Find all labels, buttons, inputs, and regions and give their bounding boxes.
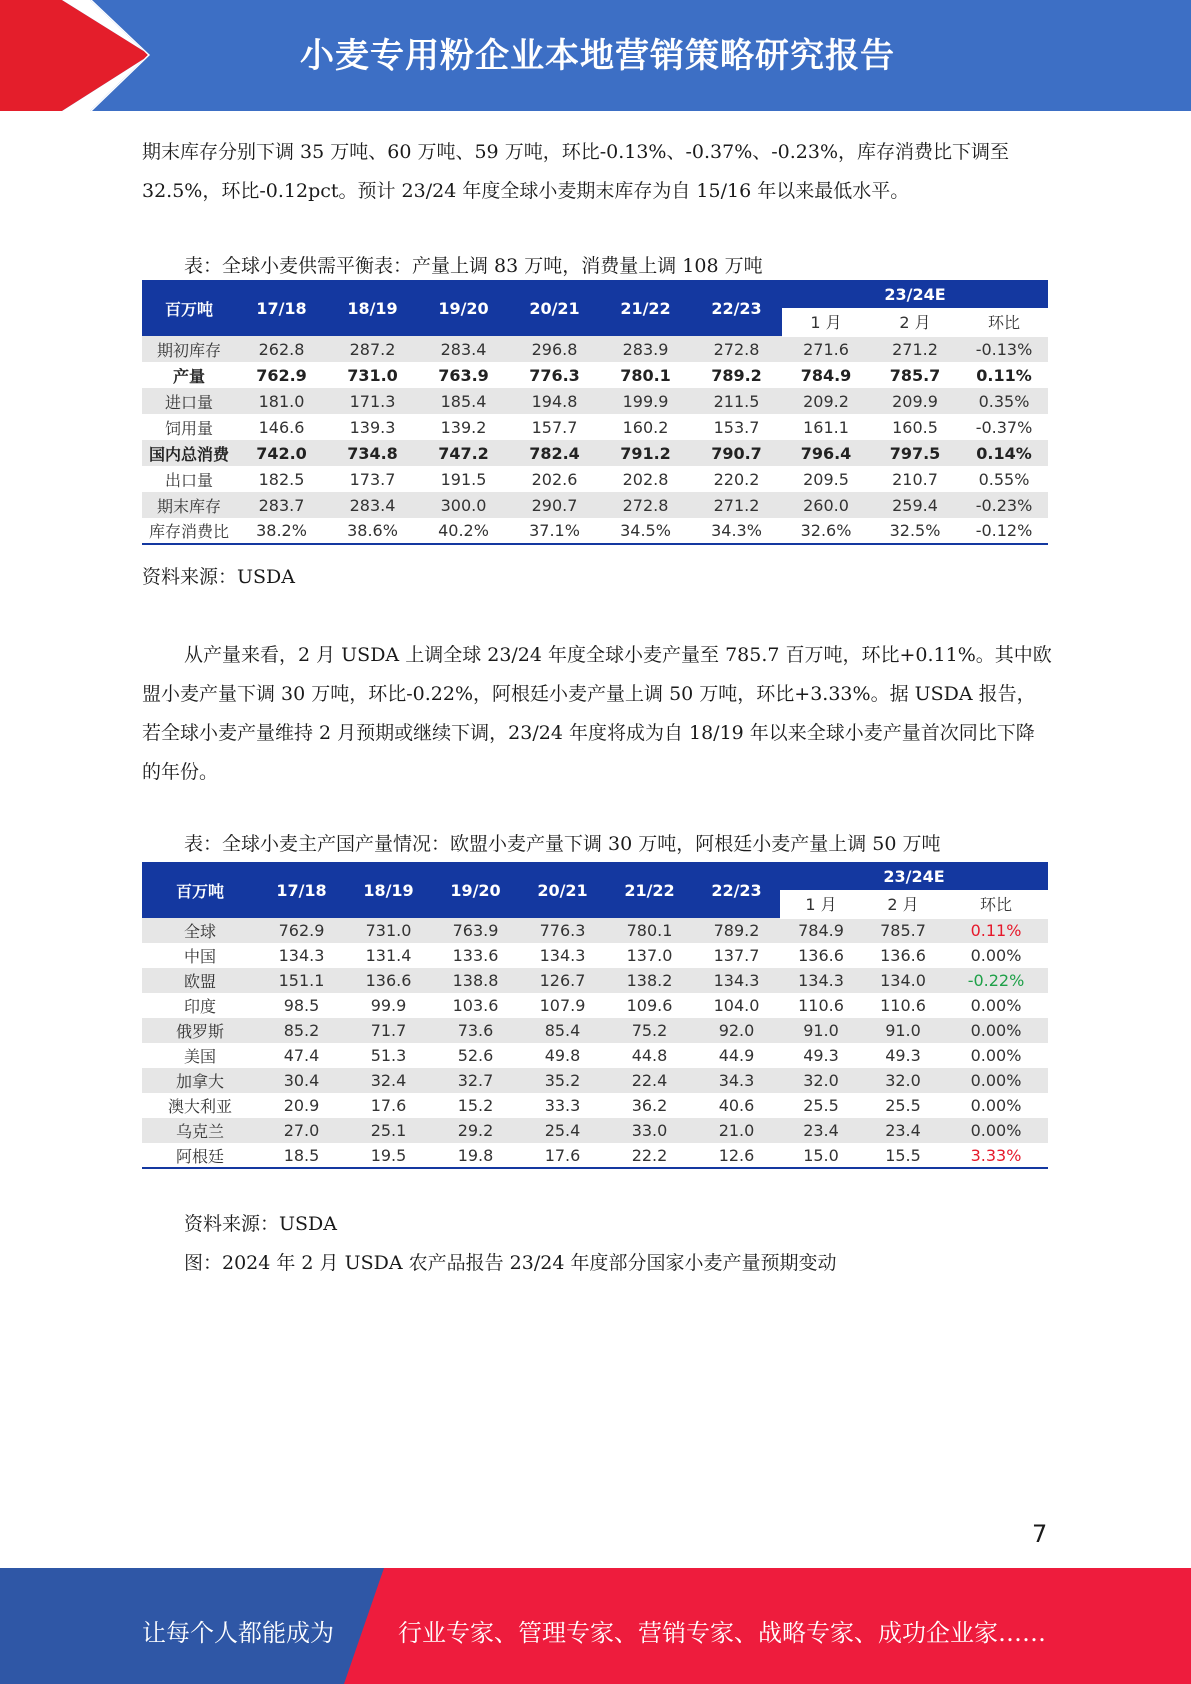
table1-header-year: 18/19 — [327, 280, 418, 336]
table-cell: 37.1% — [509, 518, 600, 544]
table-cell: 185.4 — [418, 388, 509, 414]
table-row — [142, 1068, 1048, 1093]
table-row — [142, 918, 1048, 943]
table-cell: 171.3 — [327, 388, 418, 414]
table-cell: 271.2 — [691, 492, 782, 518]
table2-header-year: 19/20 — [432, 862, 519, 918]
table-cell: 209.9 — [870, 388, 960, 414]
table-cell: 157.7 — [509, 414, 600, 440]
table1-subheader-jan: 1 月 — [782, 308, 870, 336]
table-cell: 763.9 — [418, 362, 509, 388]
table-cell: 146.6 — [236, 414, 327, 440]
table-cell: 15.2 — [432, 1093, 519, 1118]
table-cell: 34.5% — [600, 518, 691, 544]
table-cell: 34.3 — [693, 1068, 780, 1093]
row-label: 乌克兰 — [142, 1118, 258, 1143]
table-cell: 25.5 — [780, 1093, 862, 1118]
table-cell: 762.9 — [258, 918, 345, 943]
table-cell: 109.6 — [606, 993, 693, 1018]
table-cell: 49.3 — [862, 1043, 944, 1068]
table-cell: 136.6 — [862, 943, 944, 968]
table2-header-forecast: 23/24E — [780, 862, 1048, 890]
table-cell: 290.7 — [509, 492, 600, 518]
table-cell: 780.1 — [606, 918, 693, 943]
table-cell: 797.5 — [870, 440, 960, 466]
table2-header-year: 20/21 — [519, 862, 606, 918]
table-cell: 133.6 — [432, 943, 519, 968]
row-label: 出口量 — [142, 466, 236, 492]
table-cell: 194.8 — [509, 388, 600, 414]
table-cell: 30.4 — [258, 1068, 345, 1093]
table-cell: 134.3 — [780, 968, 862, 993]
table-cell: 272.8 — [600, 492, 691, 518]
table-row — [142, 1043, 1048, 1068]
table-cell: 91.0 — [780, 1018, 862, 1043]
table-cell: 134.3 — [693, 968, 780, 993]
row-label: 国内总消费 — [142, 440, 236, 466]
table-cell: 742.0 — [236, 440, 327, 466]
table2-caption: 表：全球小麦主产国产量情况：欧盟小麦产量下调 30 万吨，阿根廷小麦产量上调 50 万吨 — [184, 833, 941, 855]
table-cell: 23.4 — [862, 1118, 944, 1143]
table2-subheader-mom: 环比 — [944, 890, 1048, 918]
table-row — [142, 1143, 1048, 1168]
table-cell: 20.9 — [258, 1093, 345, 1118]
table2-body — [142, 918, 1048, 1168]
table1-body — [142, 336, 1048, 544]
table-cell: 91.0 — [862, 1018, 944, 1043]
table-cell: 19.8 — [432, 1143, 519, 1168]
row-label: 加拿大 — [142, 1068, 258, 1093]
table-cell: 44.9 — [693, 1043, 780, 1068]
table-cell: 0.11% — [944, 918, 1048, 943]
row-label: 饲用量 — [142, 414, 236, 440]
table-cell: 29.2 — [432, 1118, 519, 1143]
table-cell: 22.2 — [606, 1143, 693, 1168]
table-cell: 139.3 — [327, 414, 418, 440]
table-cell: 202.6 — [509, 466, 600, 492]
table-cell: 134.3 — [519, 943, 606, 968]
table-cell: 782.4 — [509, 440, 600, 466]
table-cell: 784.9 — [780, 918, 862, 943]
table-cell: -0.22% — [944, 968, 1048, 993]
table-cell: 25.4 — [519, 1118, 606, 1143]
row-label: 印度 — [142, 993, 258, 1018]
table-cell: 283.4 — [327, 492, 418, 518]
table-cell: 785.7 — [862, 918, 944, 943]
table-cell: 271.2 — [870, 336, 960, 362]
table-cell: -0.12% — [960, 518, 1048, 544]
table-cell: 776.3 — [519, 918, 606, 943]
table-cell: 272.8 — [691, 336, 782, 362]
table-cell: 300.0 — [418, 492, 509, 518]
table-cell: 17.6 — [345, 1093, 432, 1118]
table1-subheader-mom: 环比 — [960, 308, 1048, 336]
table-cell: 38.6% — [327, 518, 418, 544]
table-row — [142, 1118, 1048, 1143]
table-cell: 23.4 — [780, 1118, 862, 1143]
table-cell: 210.7 — [870, 466, 960, 492]
table2-subheader-jan: 1 月 — [780, 890, 862, 918]
table-cell: 34.3% — [691, 518, 782, 544]
table-cell: 287.2 — [327, 336, 418, 362]
table-cell: 40.6 — [693, 1093, 780, 1118]
table1-header-year: 19/20 — [418, 280, 509, 336]
table-cell: 784.9 — [782, 362, 870, 388]
row-label: 澳大利亚 — [142, 1093, 258, 1118]
table-cell: 160.5 — [870, 414, 960, 440]
table1-subheader-feb: 2 月 — [870, 308, 960, 336]
table-cell: 51.3 — [345, 1043, 432, 1068]
page-header — [0, 0, 1191, 111]
table-row — [142, 440, 1048, 466]
table-cell: 3.33% — [944, 1143, 1048, 1168]
table-cell: 18.5 — [258, 1143, 345, 1168]
table-cell: 35.2 — [519, 1068, 606, 1093]
row-label: 期初库存 — [142, 336, 236, 362]
footer-slogan-right: 行业专家、管理专家、营销专家、战略专家、成功企业家…… — [398, 1619, 1046, 1647]
table-cell: 32.0 — [862, 1068, 944, 1093]
table-cell: 796.4 — [782, 440, 870, 466]
table1-header-year: 20/21 — [509, 280, 600, 336]
table-cell: 283.4 — [418, 336, 509, 362]
table-cell: 44.8 — [606, 1043, 693, 1068]
table-cell: 0.00% — [944, 943, 1048, 968]
table-cell: 0.14% — [960, 440, 1048, 466]
supply-demand-table — [142, 280, 1048, 545]
page-number: 7 — [1032, 1520, 1048, 1548]
table-cell: 137.0 — [606, 943, 693, 968]
table-row — [142, 388, 1048, 414]
table-cell: 49.8 — [519, 1043, 606, 1068]
table-cell: 12.6 — [693, 1143, 780, 1168]
table-cell: 38.2% — [236, 518, 327, 544]
table-cell: 47.4 — [258, 1043, 345, 1068]
table-cell: 151.1 — [258, 968, 345, 993]
table-row — [142, 492, 1048, 518]
table-cell: 98.5 — [258, 993, 345, 1018]
table-cell: 22.4 — [606, 1068, 693, 1093]
table-cell: 0.11% — [960, 362, 1048, 388]
table-cell: 747.2 — [418, 440, 509, 466]
table-cell: 173.7 — [327, 466, 418, 492]
table-row — [142, 336, 1048, 362]
table-cell: 734.8 — [327, 440, 418, 466]
table-cell: 283.7 — [236, 492, 327, 518]
table-cell: 762.9 — [236, 362, 327, 388]
table1-header-year: 22/23 — [691, 280, 782, 336]
table2-header-year: 22/23 — [693, 862, 780, 918]
table-cell: 789.2 — [693, 918, 780, 943]
table-cell: 32.4 — [345, 1068, 432, 1093]
table-cell: 32.7 — [432, 1068, 519, 1093]
table-cell: 211.5 — [691, 388, 782, 414]
table-cell: 731.0 — [327, 362, 418, 388]
table-cell: 0.55% — [960, 466, 1048, 492]
table-cell: 85.2 — [258, 1018, 345, 1043]
table-cell: 134.0 — [862, 968, 944, 993]
table-cell: 0.00% — [944, 1068, 1048, 1093]
table-cell: 136.6 — [345, 968, 432, 993]
table-cell: 0.00% — [944, 1043, 1048, 1068]
table-cell: 25.5 — [862, 1093, 944, 1118]
table-cell: 296.8 — [509, 336, 600, 362]
table-row — [142, 466, 1048, 492]
table-row — [142, 968, 1048, 993]
table-cell: 790.7 — [691, 440, 782, 466]
table-cell: 789.2 — [691, 362, 782, 388]
table-cell: 134.3 — [258, 943, 345, 968]
table-cell: 791.2 — [600, 440, 691, 466]
table-cell: 110.6 — [862, 993, 944, 1018]
table-row — [142, 362, 1048, 388]
table1-header-year: 21/22 — [600, 280, 691, 336]
table-cell: 75.2 — [606, 1018, 693, 1043]
table1-source: 资料来源：USDA — [142, 566, 295, 588]
table-cell: 33.0 — [606, 1118, 693, 1143]
page-title: 小麦专用粉企业本地营销策略研究报告 — [300, 36, 895, 76]
table-cell: 136.6 — [780, 943, 862, 968]
table-cell: 271.6 — [782, 336, 870, 362]
table-cell: 191.5 — [418, 466, 509, 492]
table-cell: 27.0 — [258, 1118, 345, 1143]
table-cell: 181.0 — [236, 388, 327, 414]
table-row — [142, 943, 1048, 968]
table-cell: 17.6 — [519, 1143, 606, 1168]
table2-header-year: 18/19 — [345, 862, 432, 918]
table-cell: 160.2 — [600, 414, 691, 440]
table-cell: 131.4 — [345, 943, 432, 968]
table-cell: 220.2 — [691, 466, 782, 492]
table2-header-unit: 百万吨 — [142, 862, 258, 918]
table-cell: 104.0 — [693, 993, 780, 1018]
table-cell: 85.4 — [519, 1018, 606, 1043]
table-cell: 138.2 — [606, 968, 693, 993]
row-label: 俄罗斯 — [142, 1018, 258, 1043]
table-cell: 92.0 — [693, 1018, 780, 1043]
table-cell: -0.13% — [960, 336, 1048, 362]
table-cell: 0.00% — [944, 1093, 1048, 1118]
table-cell: 32.5% — [870, 518, 960, 544]
table-cell: 126.7 — [519, 968, 606, 993]
table-row — [142, 414, 1048, 440]
table-cell: 40.2% — [418, 518, 509, 544]
table-cell: 107.9 — [519, 993, 606, 1018]
table-cell: 110.6 — [780, 993, 862, 1018]
table-cell: 52.6 — [432, 1043, 519, 1068]
table-row — [142, 993, 1048, 1018]
table-cell: 0.35% — [960, 388, 1048, 414]
table-row — [142, 1018, 1048, 1043]
table-cell: 776.3 — [509, 362, 600, 388]
table-cell: 260.0 — [782, 492, 870, 518]
table-row — [142, 1093, 1048, 1118]
row-label: 期末库存 — [142, 492, 236, 518]
table-cell: -0.37% — [960, 414, 1048, 440]
paragraph-1: 期末库存分别下调 35 万吨、60 万吨、59 万吨，环比-0.13%、-0.37%、-0.23%，库存消费比下调至32.5%，环比-0.12pct。预计 23/24 年度全球小麦期末库存为自 15/16 年以来最低水平。 — [142, 141, 1010, 202]
table-cell: 763.9 — [432, 918, 519, 943]
row-label: 美国 — [142, 1043, 258, 1068]
table2-header-year: 17/18 — [258, 862, 345, 918]
table-cell: 32.0 — [780, 1068, 862, 1093]
table2-header-year: 21/22 — [606, 862, 693, 918]
table-cell: 139.2 — [418, 414, 509, 440]
table-cell: 161.1 — [782, 414, 870, 440]
table-cell: 209.2 — [782, 388, 870, 414]
table-cell: 153.7 — [691, 414, 782, 440]
table1-header-year: 17/18 — [236, 280, 327, 336]
row-label: 全球 — [142, 918, 258, 943]
table-cell: 21.0 — [693, 1118, 780, 1143]
table2-subheader-feb: 2 月 — [862, 890, 944, 918]
table-cell: 182.5 — [236, 466, 327, 492]
table-cell: 15.5 — [862, 1143, 944, 1168]
footer-slogan-left: 让每个人都能成为 — [142, 1619, 334, 1647]
table1-caption: 表：全球小麦供需平衡表：产量上调 83 万吨，消费量上调 108 万吨 — [184, 255, 763, 277]
table-cell: -0.23% — [960, 492, 1048, 518]
row-label: 中国 — [142, 943, 258, 968]
table-cell: 785.7 — [870, 362, 960, 388]
table-cell: 283.9 — [600, 336, 691, 362]
table1-header-forecast: 23/24E — [782, 280, 1048, 308]
table-cell: 73.6 — [432, 1018, 519, 1043]
table-cell: 0.00% — [944, 1118, 1048, 1143]
table-cell: 36.2 — [606, 1093, 693, 1118]
table-cell: 19.5 — [345, 1143, 432, 1168]
table-cell: 137.7 — [693, 943, 780, 968]
table-cell: 731.0 — [345, 918, 432, 943]
table-cell: 262.8 — [236, 336, 327, 362]
row-label: 产量 — [142, 362, 236, 388]
table-row — [142, 518, 1048, 544]
table-cell: 49.3 — [780, 1043, 862, 1068]
row-label: 库存消费比 — [142, 518, 236, 544]
table-cell: 15.0 — [780, 1143, 862, 1168]
row-label: 进口量 — [142, 388, 236, 414]
table-cell: 32.6% — [782, 518, 870, 544]
table-cell: 209.5 — [782, 466, 870, 492]
table-cell: 780.1 — [600, 362, 691, 388]
table-cell: 202.8 — [600, 466, 691, 492]
table-cell: 33.3 — [519, 1093, 606, 1118]
table1-header-unit: 百万吨 — [142, 280, 236, 336]
row-label: 欧盟 — [142, 968, 258, 993]
table-cell: 0.00% — [944, 1018, 1048, 1043]
table2-source: 资料来源：USDA — [184, 1213, 337, 1235]
table-cell: 103.6 — [432, 993, 519, 1018]
table-cell: 259.4 — [870, 492, 960, 518]
table-cell: 199.9 — [600, 388, 691, 414]
table-cell: 25.1 — [345, 1118, 432, 1143]
figure-caption: 图：2024 年 2 月 USDA 农产品报告 23/24 年度部分国家小麦产量预期变动 — [184, 1252, 837, 1274]
paragraph-2: 从产量来看，2 月 USDA 上调全球 23/24 年度全球小麦产量至 785.7 百万吨，环比+0.11%。其中欧盟小麦产量下调 30 万吨，环比-0.22%，阿根廷小麦产量上调 50 万吨，环比+3.33%。据 USDA 报告，若全球小麦产量维持 2 月预期或继续下调，23/24 年度将成为自 18/19 年以来全球小麦产量首次同比下降的年份。 — [142, 644, 1052, 783]
table-cell: 71.7 — [345, 1018, 432, 1043]
table-cell: 99.9 — [345, 993, 432, 1018]
page-footer — [0, 1568, 1191, 1684]
table-cell: 138.8 — [432, 968, 519, 993]
table-cell: 0.00% — [944, 993, 1048, 1018]
row-label: 阿根廷 — [142, 1143, 258, 1168]
production-table — [142, 862, 1048, 1169]
